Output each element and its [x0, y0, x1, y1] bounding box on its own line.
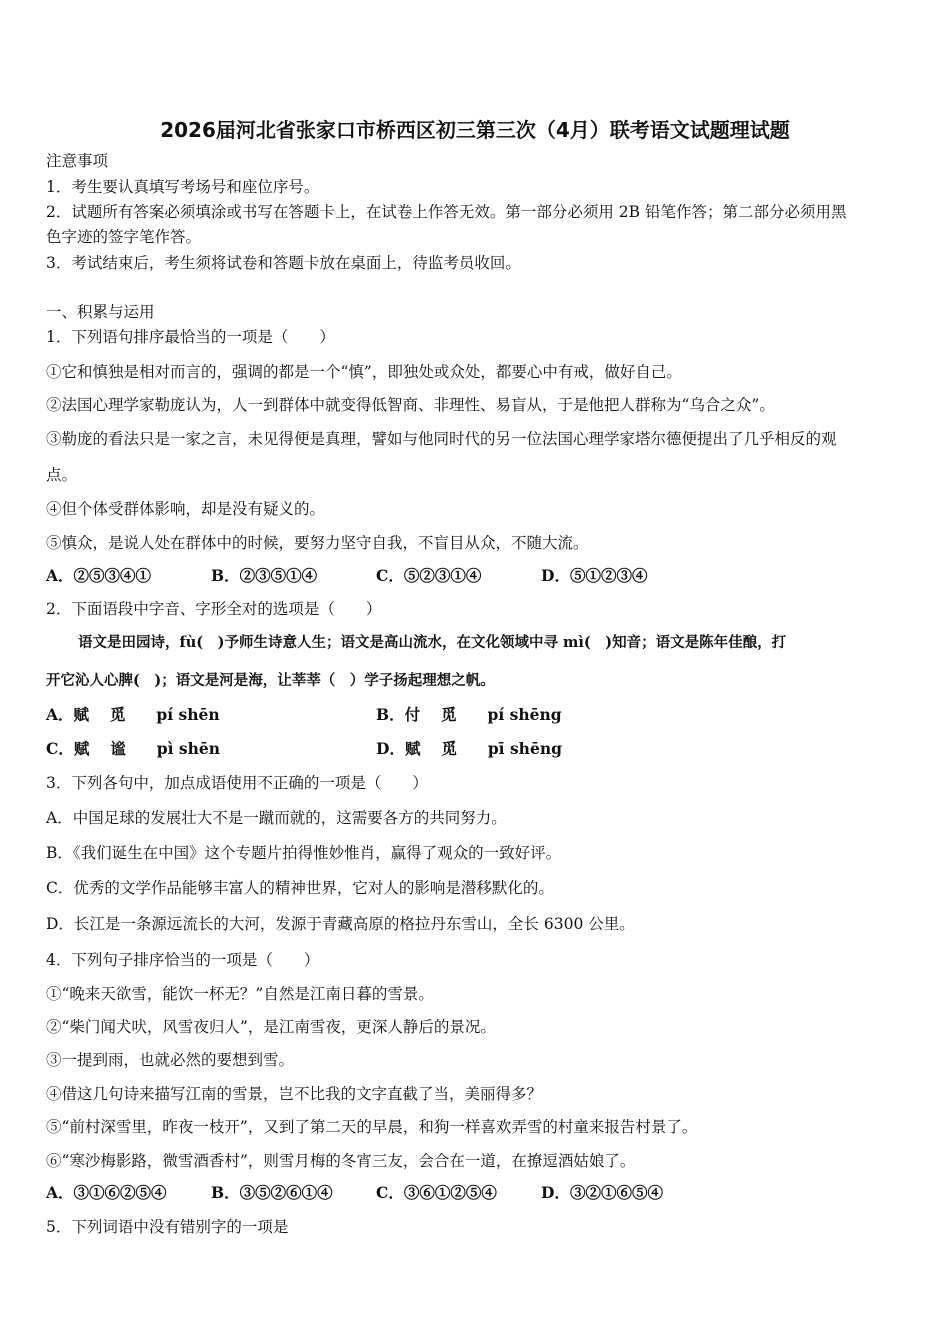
q2-passage: 开它沁人心脾( )；语文是河是海，让莘莘（ ）学子扬起理想之帆。: [46, 672, 495, 689]
q2-passage: 语文是田园诗，fù( )予师生诗意人生；语文是高山流水，在文化领域中寻 mì( )知音；语文是陈年佳酿，打: [78, 634, 787, 651]
q4-stem: 4．下列句子排序恰当的一项是（ ）: [46, 951, 320, 969]
section-heading: 一、积累与运用: [46, 303, 155, 321]
notice-item: 3．考试结束后，考生须将试卷和答题卡放在桌面上，待监考员收回。: [46, 254, 521, 272]
q4-item: ③一提到雨，也就必然的要想到雪。: [46, 1051, 295, 1069]
q4-item: ⑤“前村深雪里，昨夜一枝开”，又到了第二天的早晨，和狗一样喜欢弄雪的村童来报告村景了。: [46, 1118, 698, 1136]
q2-option-b: B．付 觅 pí shēng: [376, 705, 562, 724]
q4-item: ④借这几句诗来描写江南的雪景，岂不比我的文字直截了当，美丽得多？: [46, 1085, 543, 1103]
q1-item: ⑤慎众，是说人处在群体中的时候，要努力坚守自我，不盲目从众，不随大流。: [46, 534, 589, 552]
q3-option-a: A．中国足球的发展壮大不是一蹴而就的，这需要各方的共同努力。: [46, 809, 507, 827]
q4-item: ⑥“寒沙梅影路，微雪酒香村”，则雪月梅的冬宵三友，会合在一道，在撩逗酒姑娘了。: [46, 1152, 636, 1170]
notice-item: 1．考生要认真填写考场号和座位序号。: [46, 178, 320, 196]
q4-option-d: D．③②①⑥⑤④: [541, 1183, 663, 1202]
q3-option-d: D．长江是一条源远流长的大河，发源于青藏高原的格拉丹东雪山，全长 6300 公里。: [46, 915, 635, 933]
notice-item: 2．试题所有答案必须填涂或书写在答题卡上，在试卷上作答无效。第一部分必须用 2B 铅笔作答；第二部分必须用黑: [46, 203, 847, 221]
page-title: 2026届河北省张家口市桥西区初三第三次（4月）联考语文试题理试题: [160, 118, 790, 142]
q4-item: ②“柴门闻犬吠，风雪夜归人”，是江南雪夜，更深人静后的景况。: [46, 1018, 496, 1036]
q4-option-c: C．③⑥①②⑤④: [376, 1183, 497, 1202]
q1-stem: 1．下列语句排序最恰当的一项是（ ）: [46, 328, 335, 346]
q3-option-b: B．《我们诞生在中国》这个专题片拍得惟妙惟肖，赢得了观众的一致好评。: [46, 844, 562, 862]
q4-option-a: A．③①⑥②⑤④: [46, 1183, 167, 1202]
q1-option-d: D．⑤①②③④: [541, 566, 648, 585]
q1-item: 点。: [46, 466, 78, 484]
q1-item: ③勒庞的看法只是一家之言，未见得便是真理，譬如与他同时代的另一位法国心理学家塔尔德便提出了几乎相反的观: [46, 430, 837, 448]
q1-option-a: A．②⑤③④①: [46, 566, 152, 585]
q2-option-d: D．赋 觅 pī shēng: [376, 739, 562, 758]
q2-option-c: C．赋 谧 pì shēn: [46, 739, 220, 758]
q1-item: ①它和慎独是相对而言的，强调的都是一个“慎”，即独处或众处，都要心中有戒，做好自己。: [46, 363, 682, 381]
notice-item: 色字迹的签字笔作答。: [46, 228, 202, 246]
q1-option-c: C．⑤②③①④: [376, 566, 482, 585]
notice-heading: 注意事项: [46, 152, 109, 170]
q1-option-b: B．②③⑤①④: [211, 566, 318, 585]
q1-item: ②法国心理学家勒庞认为，人一到群体中就变得低智商、非理性、易盲从，于是他把人群称为“乌合之众”。: [46, 396, 775, 414]
q5-stem: 5．下列词语中没有错别字的一项是: [46, 1218, 289, 1236]
q4-item: ①“晚来天欲雪，能饮一杯无？”自然是江南日暮的雪景。: [46, 985, 434, 1003]
q1-item: ④但个体受群体影响，却是没有疑义的。: [46, 500, 326, 518]
q3-option-c: C．优秀的文学作品能够丰富人的精神世界，它对人的影响是潜移默化的。: [46, 879, 554, 897]
q4-option-b: B．③⑤②⑥①④: [211, 1183, 333, 1202]
q3-stem: 3．下列各句中，加点成语使用不正确的一项是（ ）: [46, 774, 428, 792]
q2-option-a: A．赋 觅 pí shēn: [46, 705, 220, 724]
q2-stem: 2．下面语段中字音、字形全对的选项是（ ）: [46, 600, 382, 618]
